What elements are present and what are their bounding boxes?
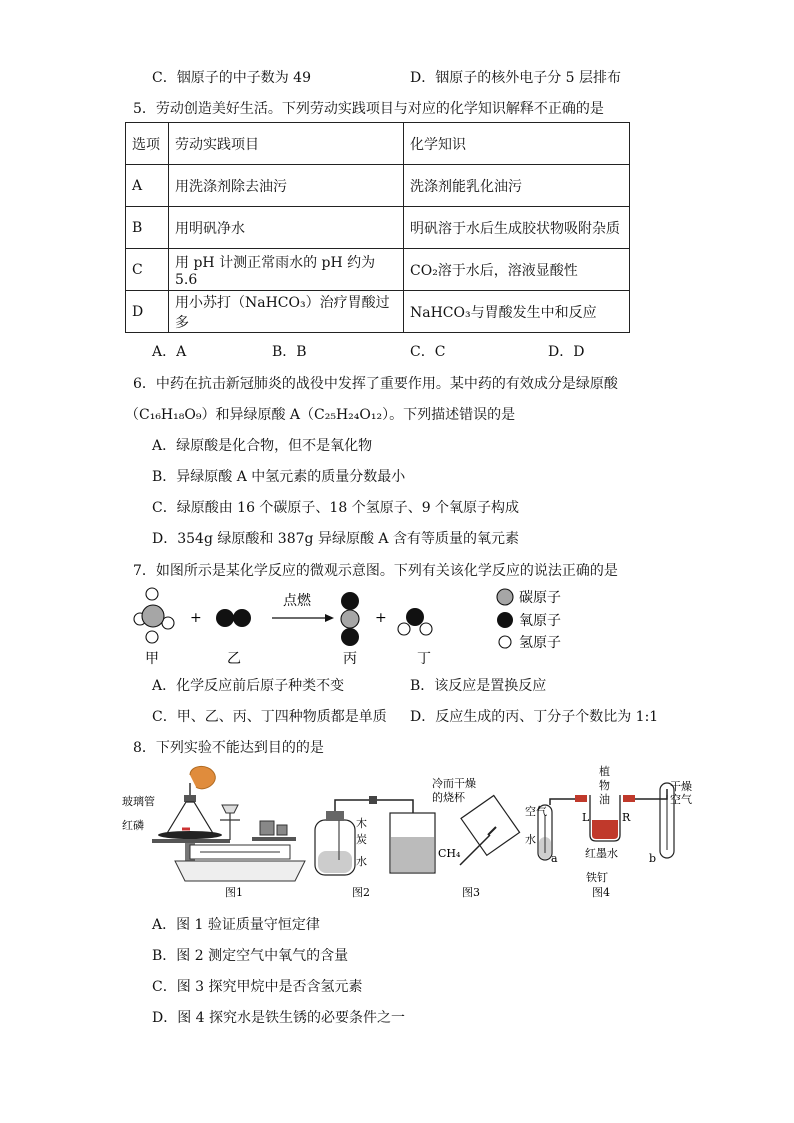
label-bing: 丙 [343, 651, 357, 667]
q5-choice-d: D．D [548, 344, 585, 360]
diagram-legend [497, 589, 561, 651]
figure-1-balance [122, 766, 305, 899]
table-cell: 用小苏打（NaHCO₃）治疗胃酸过多 [169, 291, 404, 333]
fig2-caption: 图2 [352, 886, 370, 899]
q8-option-c: C．图 3 探究甲烷中是否含氢元素 [152, 979, 363, 995]
legend-hydrogen: 氢原子 [519, 635, 561, 651]
label-jia: 甲 [145, 651, 159, 667]
fig1-label-glass-tube: 玻璃管 [122, 795, 155, 808]
fig3-caption: 图3 [462, 886, 480, 899]
table-cell: B [126, 207, 169, 249]
plus-sign: + [375, 610, 387, 626]
table-header-cell: 化学知识 [404, 123, 630, 165]
table-cell: A [126, 165, 169, 207]
q5-choice-a: A．A [152, 344, 187, 360]
water-molecule [398, 608, 432, 635]
table-cell: 用 pH 计测正常雨水的 pH 约为 5.6 [169, 249, 404, 291]
fig4-label-red-ink: 红墨水 [585, 847, 618, 860]
fig2-label-charcoal-2: 炭 [356, 833, 367, 846]
table-cell: 用明矾净水 [169, 207, 404, 249]
q5-choice-c: C．C [410, 344, 446, 360]
plus-sign: + [190, 610, 202, 626]
q6-option-b: B．异绿原酸 A 中氢元素的质量分数最小 [152, 469, 406, 485]
fig3-label-cold-dry-2: 的烧杯 [432, 791, 465, 804]
table-header-cell: 劳动实践项目 [169, 123, 404, 165]
label-ding: 丁 [417, 651, 431, 667]
fig4-label-nail: 铁钉 [586, 871, 608, 884]
table-cell: 用洗涤剂除去油污 [169, 165, 404, 207]
fig4-label-dry-2: 空气 [670, 793, 692, 806]
fig3-label-ch4: CH₄ [438, 847, 461, 860]
q8-option-a: A．图 1 验证质量守恒定律 [152, 917, 320, 933]
table-cell: C [126, 249, 169, 291]
fig4-label-oil-2: 物 [599, 779, 610, 792]
q4-option-c: C．铟原子的中子数为 49 [152, 70, 311, 86]
figure-3-beaker [432, 776, 520, 899]
fig4-label-water: 水 [525, 833, 536, 846]
q6-option-a: A．绿原酸是化合物，但不是氧化物 [152, 438, 373, 454]
legend-carbon: 碳原子 [519, 590, 561, 606]
fig4-label-air: 空气 [525, 805, 547, 818]
q7-stem: 7．如图所示是某化学反应的微观示意图。下列有关该化学反应的说法正确的是 [133, 563, 618, 579]
methane-molecule [134, 588, 174, 643]
oxygen-molecule [216, 609, 251, 627]
fig4-label-b: b [649, 852, 657, 865]
table-cell: 洗涤剂能乳化油污 [404, 165, 630, 207]
q8-option-b: B．图 2 测定空气中氧气的含量 [152, 948, 349, 964]
fig4-caption: 图4 [592, 886, 610, 899]
q7-option-c: C．甲、乙、丙、丁四种物质都是单质 [152, 709, 387, 725]
hydrogen-atom-icon [499, 636, 511, 648]
fig4-label-l: L [582, 811, 590, 824]
table-row [126, 165, 630, 207]
fig4-label-oil-3: 油 [599, 793, 610, 806]
table-header-cell: 选项 [126, 123, 169, 165]
fig4-label-r: R [622, 811, 631, 824]
q7-option-a: A．化学反应前后原子种类不变 [152, 678, 345, 694]
table-header-row [126, 123, 630, 165]
experiment-figures [122, 765, 695, 905]
table-cell: NaHCO₃与胃酸发生中和反应 [404, 291, 630, 333]
carbon-atom-icon [497, 589, 513, 605]
q5-table [125, 122, 630, 333]
table-row [126, 249, 630, 291]
table-row [126, 207, 630, 249]
q4-option-d: D．铟原子的核外电子分 5 层排布 [410, 70, 622, 86]
fig2-label-water: 水 [356, 855, 367, 868]
legend-oxygen: 氧原子 [519, 613, 561, 629]
reaction-arrow [272, 614, 334, 622]
fig4-label-dry-1: 干燥 [670, 780, 692, 793]
fig1-label-red-phosphorus: 红磷 [122, 819, 144, 832]
figure-2-apparatus [315, 796, 435, 899]
reaction-condition: 点燃 [283, 593, 311, 609]
oxygen-atom-icon [497, 612, 513, 628]
table-cell: 明矾溶于水后生成胶状物吸附杂质 [404, 207, 630, 249]
reaction-diagram [125, 585, 595, 670]
fig2-label-charcoal-1: 木 [356, 817, 367, 830]
q5-choice-b: B．B [272, 344, 307, 360]
carbon-dioxide-molecule [341, 592, 359, 646]
figure-4-u-tube [525, 764, 692, 899]
q6-stem-line2: （C₁₆H₁₈O₉）和异绿原酸 A（C₂₅H₂₄O₁₂）。下列描述错误的是 [125, 407, 516, 423]
q6-stem-line1: 6．中药在抗击新冠肺炎的战役中发挥了重要作用。某中药的有效成分是绿原酸 [133, 376, 618, 392]
q7-option-b: B．该反应是置换反应 [410, 678, 547, 694]
q6-option-c: C．绿原酸由 16 个碳原子、18 个氢原子、9 个氧原子构成 [152, 500, 520, 516]
fig4-label-a: a [551, 852, 558, 865]
fig3-label-cold-dry-1: 冷而干燥 [432, 777, 476, 790]
fig1-caption: 图1 [225, 886, 243, 899]
fig4-label-oil-1: 植 [599, 765, 610, 778]
q5-stem: 5．劳动创造美好生活。下列劳动实践项目与对应的化学知识解释不正确的是 [133, 101, 604, 117]
q8-option-d: D．图 4 探究水是铁生锈的必要条件之一 [152, 1010, 406, 1026]
table-cell: D [126, 291, 169, 333]
q6-option-d: D．354g 绿原酸和 387g 异绿原酸 A 含有等质量的氧元素 [152, 531, 519, 547]
q7-option-d: D．反应生成的丙、丁分子个数比为 1:1 [410, 709, 659, 725]
table-row [126, 291, 630, 333]
q8-stem: 8．下列实验不能达到目的的是 [133, 740, 324, 756]
label-yi: 乙 [227, 651, 241, 667]
table-cell: CO₂溶于水后，溶液显酸性 [404, 249, 630, 291]
